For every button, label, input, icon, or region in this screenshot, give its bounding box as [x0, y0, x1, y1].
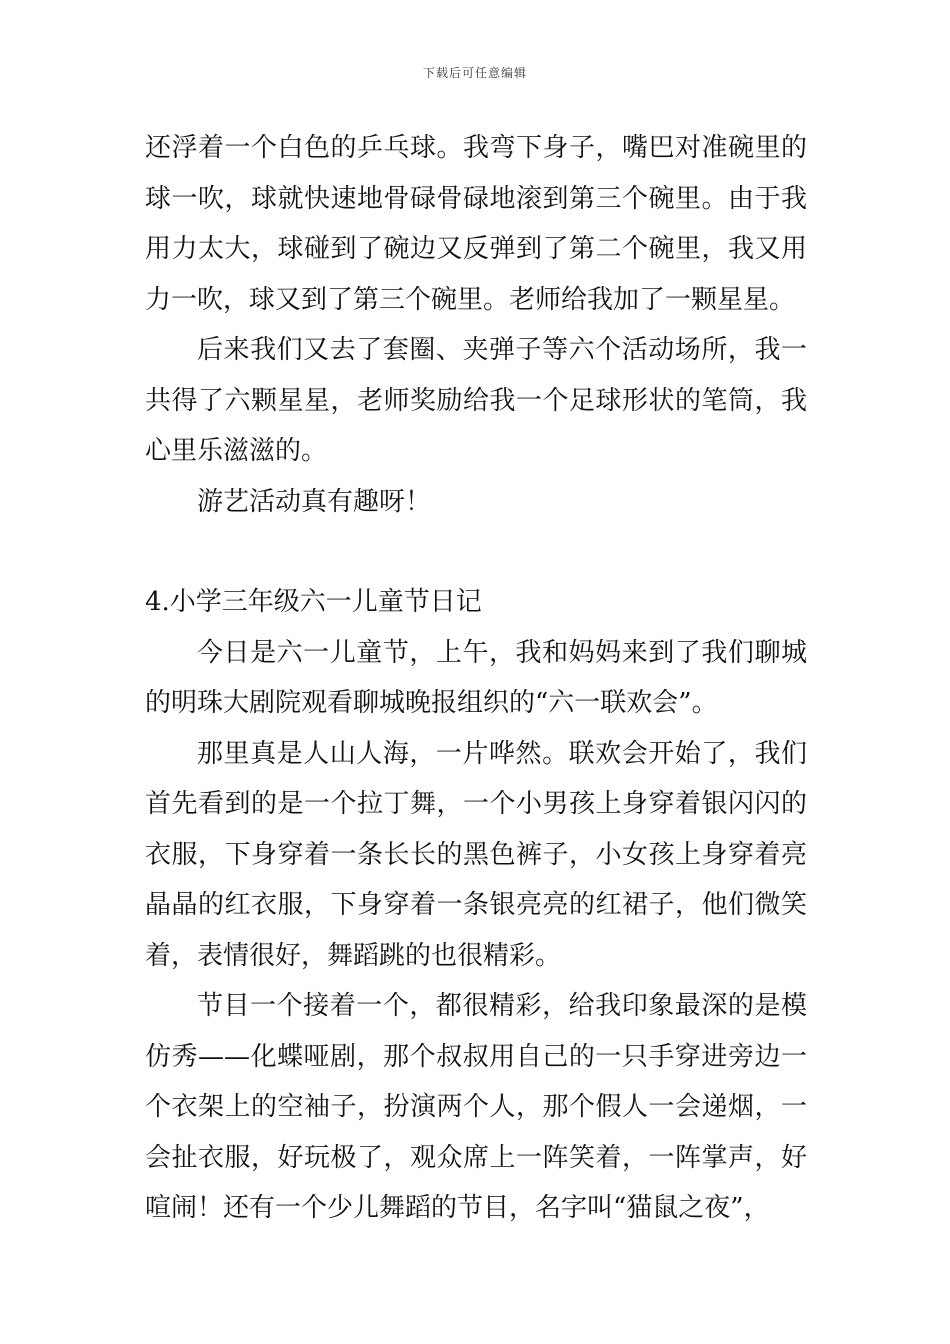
paragraph-4: 今日是六一儿童节，上午，我和妈妈来到了我们聊城的明珠大剧院观看聊城晚报组织的“六一联欢会”。: [145, 637, 807, 718]
paragraph-1: 还浮着一个白色的乒乓球。我弯下身子，嘴巴对准碗里的球一吹，球就快速地骨碌骨碌地滚到第三个碗里。由于我用力太大，球碰到了碗边又反弹到了第二个碗里，我又用力一吹，球又到了第三个碗里。老师给我加了一颗星星。: [145, 133, 807, 315]
page-header: 下载后可任意编辑: [422, 66, 527, 80]
paragraph-3: 游艺活动真有趣呀！: [197, 486, 432, 517]
section-gap: [145, 527, 807, 577]
paragraph-5: 那里真是人山人海，一片哗然。联欢会开始了，我们首先看到的是一个拉丁舞，一个小男孩上身穿着银闪闪的衣服，下身穿着一条长长的黑色裤子，小女孩上身穿着亮晶晶的红衣服，下身穿着一条银亮亮的红裙子，他们微笑着，表情很好，舞蹈跳的也很精彩。: [145, 738, 807, 971]
section-heading: 4.小学三年级六一儿童节日记: [145, 587, 482, 617]
paragraph-6: 节目一个接着一个，都很精彩，给我印象最深的是模仿秀——化蝶哑剧，那个叔叔用自己的一只手穿进旁边一个衣架上的空袖子，扮演两个人，那个假人一会递烟，一会扯衣服，好玩极了，观众席上一阵笑着，一阵掌声，好喧闹！还有一个少儿舞蹈的节目，名字叫“猫鼠之夜”，: [145, 991, 807, 1223]
paragraph-2: 后来我们又去了套圈、夹弹子等六个活动场所，我一共得了六颗星星，老师奖励给我一个足球形状的笔筒，我心里乐滋滋的。: [145, 335, 807, 466]
document-body: [145, 123, 807, 1234]
